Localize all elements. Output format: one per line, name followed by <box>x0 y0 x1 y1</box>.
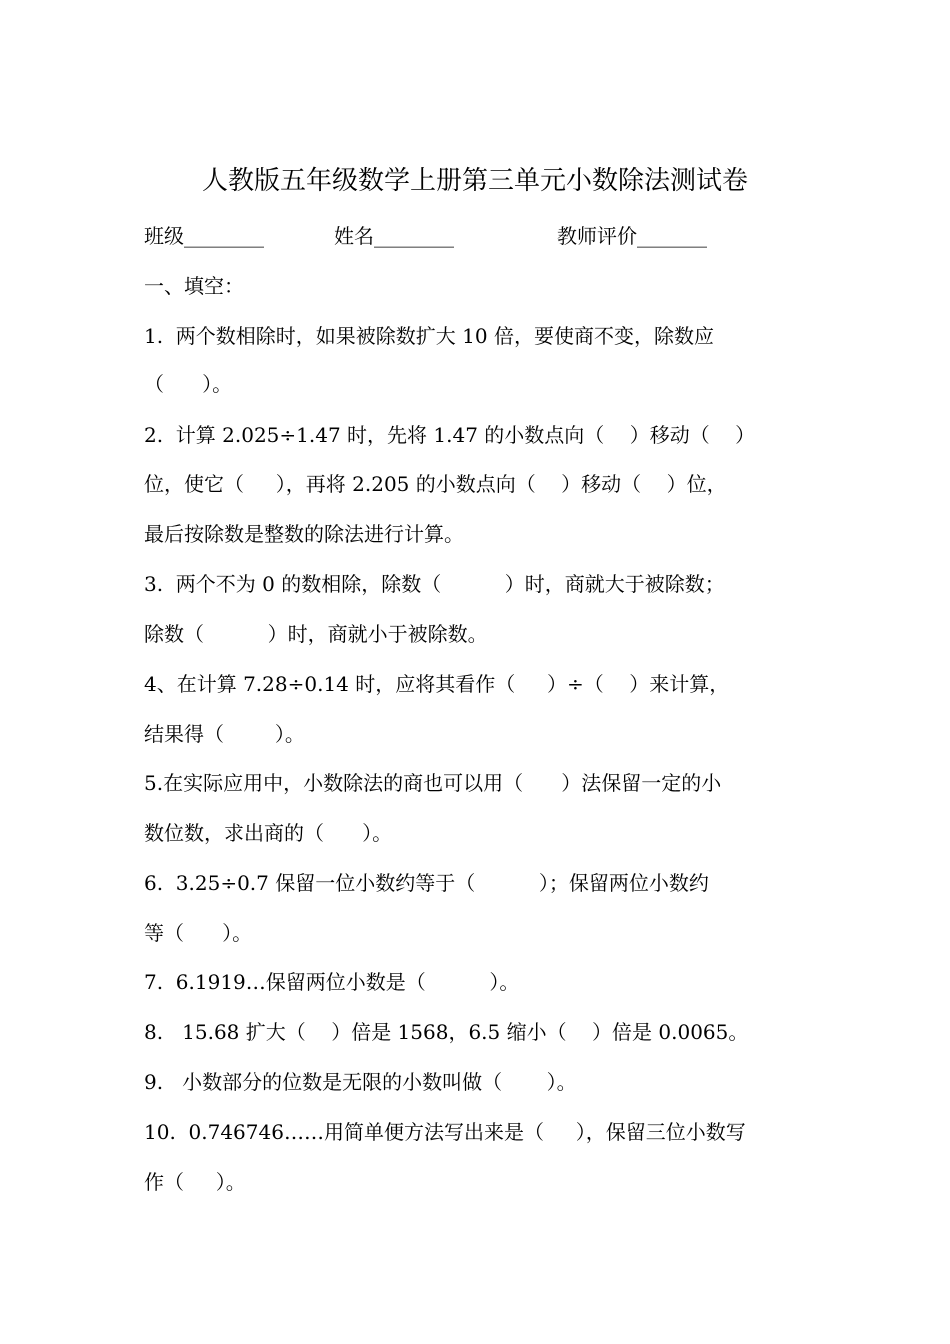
teacher-evaluation-field: 教师评价_______ <box>557 224 707 248</box>
question-9-line-1: 9. 小数部分的位数是无限的小数叫做（ ）。 <box>144 1070 577 1094</box>
question-5-line-2: 数位数，求出商的（ ）。 <box>144 821 393 845</box>
name-field: 姓名________ <box>334 224 454 248</box>
question-4-line-1: 4、在计算 7.28÷0.14 时，应将其看作（ ）÷（ ）来计算， <box>144 672 730 696</box>
student-info-row <box>144 218 844 254</box>
question-6-line-2: 等（ ）。 <box>144 921 253 945</box>
class-field: 班级________ <box>144 224 264 248</box>
question-10-line-2: 作（ ）。 <box>144 1170 246 1194</box>
question-2-line-1: 2. 计算 2.025÷1.47 时，先将 1.47 的小数点向（ ）移动（ ） <box>144 423 756 447</box>
question-2-line-2: 位，使它（ ），再将 2.205 的小数点向（ ）移动（ ）位， <box>144 472 727 496</box>
question-3-line-2: 除数（ ）时，商就小于被除数。 <box>144 622 488 646</box>
question-6-line-1: 6. 3.25÷0.7 保留一位小数约等于（ ）；保留两位小数约 <box>144 871 709 895</box>
question-2-line-3: 最后按除数是整数的除法进行计算。 <box>144 522 464 546</box>
page-title: 人教版五年级数学上册第三单元小数除法测试卷 <box>201 166 748 196</box>
section-heading: 一、填空： <box>144 274 244 298</box>
question-5-line-1: 5.在实际应用中，小数除法的商也可以用（ ）法保留一定的小 <box>144 771 722 795</box>
question-3-line-1: 3. 两个不为 0 的数相除，除数（ ）时，商就大于被除数； <box>144 572 725 596</box>
question-7-line-1: 7. 6.1919…保留两位小数是（ ）。 <box>144 970 520 994</box>
question-1-line-2: （ ）。 <box>144 372 233 396</box>
question-10-line-1: 10. 0.746746……用简单便方法写出来是（ ），保留三位小数写 <box>144 1120 746 1144</box>
question-8-line-1: 8. 15.68 扩大（ ）倍是 1568，6.5 缩小（ ）倍是 0.0065。 <box>144 1020 749 1044</box>
question-1-line-1: 1. 两个数相除时，如果被除数扩大 10 倍，要使商不变，除数应 <box>144 324 714 348</box>
question-4-line-2: 结果得（ ）。 <box>144 722 305 746</box>
